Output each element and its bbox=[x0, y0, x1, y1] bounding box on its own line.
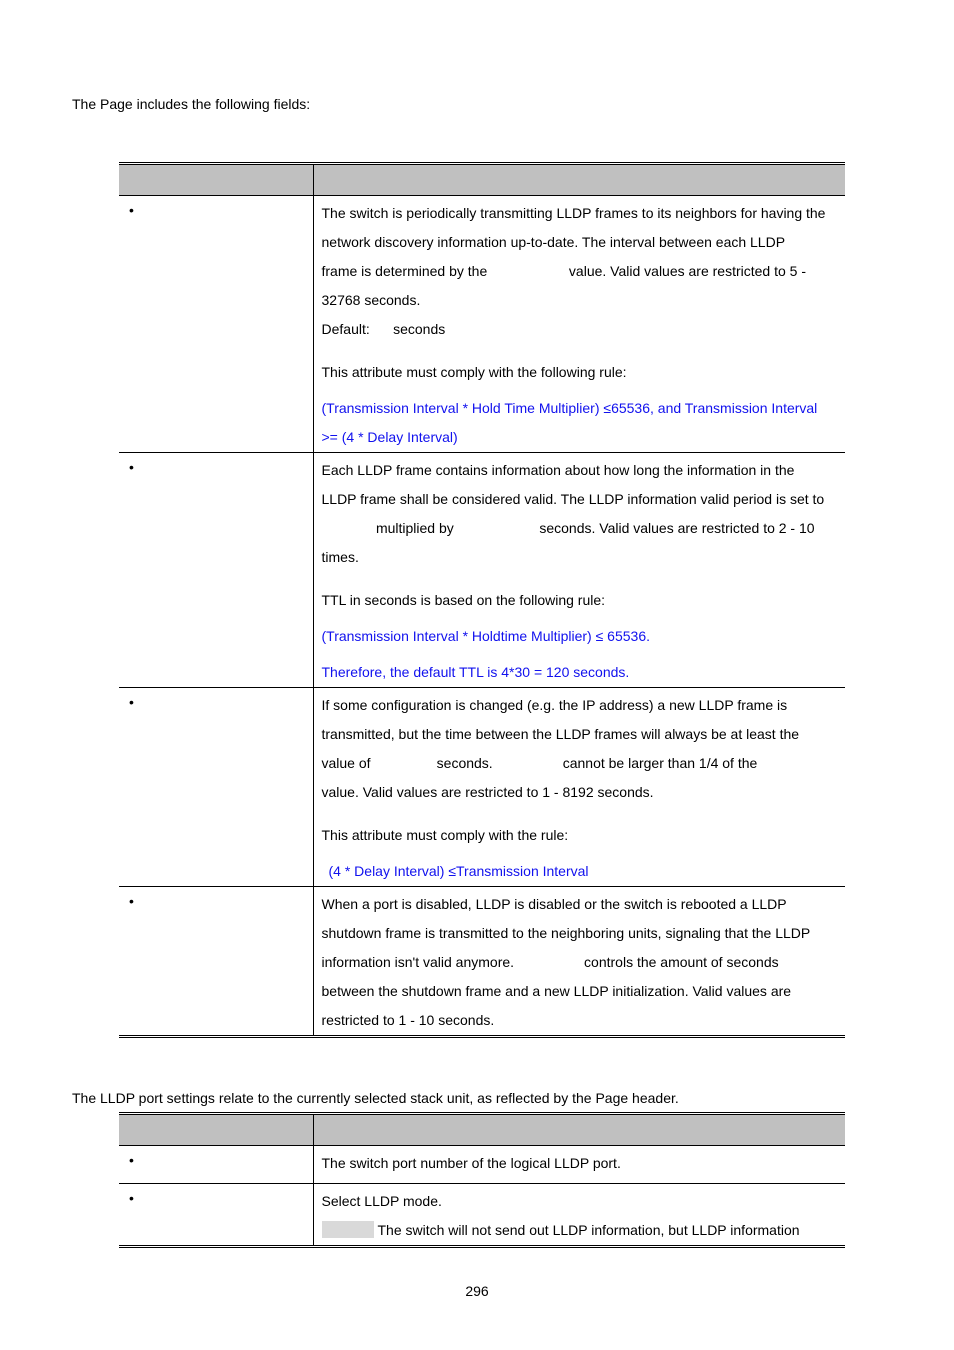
header-object-cell bbox=[119, 1114, 313, 1146]
table-row bbox=[119, 196, 845, 453]
description-line: The switch is periodically transmitting LLDP frames to its neighbors for having the bbox=[321, 205, 826, 221]
description-line: multiplied by seconds. Valid values are restricted to 2 - 10 bbox=[321, 520, 815, 536]
description-cell bbox=[313, 887, 845, 1037]
header-description-cell bbox=[313, 164, 845, 196]
object-cell bbox=[119, 196, 313, 453]
object-cell bbox=[119, 453, 313, 688]
description-line: network discovery information up-to-date. The interval between each LLDP bbox=[321, 234, 786, 250]
description-line: shutdown frame is transmitted to the neighboring units, signaling that the LLDP bbox=[321, 925, 811, 941]
bullet-icon: • bbox=[129, 1190, 134, 1206]
object-cell bbox=[119, 887, 313, 1037]
bullet-icon: • bbox=[129, 202, 134, 218]
description-cell bbox=[313, 1146, 845, 1184]
description-line: Select LLDP mode. bbox=[321, 1193, 442, 1209]
lldp-port-table bbox=[119, 1112, 845, 1248]
description-line: times. bbox=[321, 549, 359, 565]
bullet-icon: • bbox=[129, 694, 134, 710]
description-cell bbox=[313, 1184, 845, 1247]
rule-line: (4 * Delay Interval) ≤Transmission Interval bbox=[328, 863, 589, 879]
description-line: between the shutdown frame and a new LLDP initialization. Valid values are bbox=[321, 983, 792, 999]
rule-intro: TTL in seconds is based on the following rule: bbox=[321, 592, 606, 608]
description-line: 32768 seconds. bbox=[321, 292, 421, 308]
object-cell bbox=[119, 1146, 313, 1184]
table-row bbox=[119, 887, 845, 1037]
object-cell bbox=[119, 688, 313, 887]
rule-line: Therefore, the default TTL is 4*30 = 120 seconds. bbox=[321, 664, 630, 680]
description-line: information isn't valid anymore. controls the amount of seconds bbox=[321, 954, 779, 970]
description-line: Default: seconds bbox=[321, 321, 446, 337]
description-line: If some configuration is changed (e.g. the IP address) a new LLDP frame is bbox=[321, 697, 788, 713]
port-settings-intro: The LLDP port settings relate to the currently selected stack unit, as reflected by the Page header. bbox=[72, 1090, 679, 1106]
rule-line: >= (4 * Delay Interval) bbox=[321, 429, 458, 445]
mode-description: The switch will not send out LLDP information, but LLDP information bbox=[377, 1222, 800, 1238]
rule-intro: This attribute must comply with the following rule: bbox=[321, 364, 627, 380]
intro-text: The Page includes the following fields: bbox=[72, 96, 311, 112]
description-cell bbox=[313, 453, 845, 688]
rule-line: (Transmission Interval * Holdtime Multiplier) ≤ 65536. bbox=[321, 628, 651, 644]
bullet-icon: • bbox=[129, 893, 134, 909]
header-description-cell bbox=[313, 1114, 845, 1146]
table-row bbox=[119, 1146, 845, 1184]
table-row bbox=[119, 688, 845, 887]
description-line: Each LLDP frame contains information about how long the information in the bbox=[321, 462, 795, 478]
description-line: LLDP frame shall be considered valid. The LLDP information valid period is set to bbox=[321, 491, 825, 507]
description-line bbox=[322, 1216, 842, 1245]
bullet-icon: • bbox=[129, 459, 134, 475]
description-line: When a port is disabled, LLDP is disabled or the switch is rebooted a LLDP bbox=[321, 896, 787, 912]
table-row bbox=[119, 1184, 845, 1247]
table-row bbox=[119, 453, 845, 688]
rule-intro: This attribute must comply with the rule: bbox=[321, 827, 569, 843]
object-cell bbox=[119, 1184, 313, 1247]
page-number: 296 bbox=[465, 1283, 489, 1299]
description-cell bbox=[313, 196, 845, 453]
description-cell bbox=[313, 688, 845, 887]
description-line: value of seconds. cannot be larger than 1/4 of the bbox=[321, 755, 758, 771]
table-header-row bbox=[119, 1114, 845, 1146]
description-line: restricted to 1 - 10 seconds. bbox=[321, 1012, 495, 1028]
description-line: The switch port number of the logical LLDP port. bbox=[321, 1155, 621, 1171]
table-header-row bbox=[119, 164, 845, 196]
description-line: value. Valid values are restricted to 1 - 8192 seconds. bbox=[321, 784, 654, 800]
description-line: transmitted, but the time between the LLDP frames will always be at least the bbox=[321, 726, 800, 742]
description-line: frame is determined by the value. Valid values are restricted to 5 - bbox=[321, 263, 807, 279]
rule-line: (Transmission Interval * Hold Time Multiplier) ≤65536, and Transmission Interval bbox=[321, 400, 818, 416]
bullet-icon: • bbox=[129, 1152, 134, 1168]
lldp-parameters-table bbox=[119, 162, 845, 1038]
highlight-box bbox=[322, 1221, 374, 1238]
header-object-cell bbox=[119, 164, 313, 196]
